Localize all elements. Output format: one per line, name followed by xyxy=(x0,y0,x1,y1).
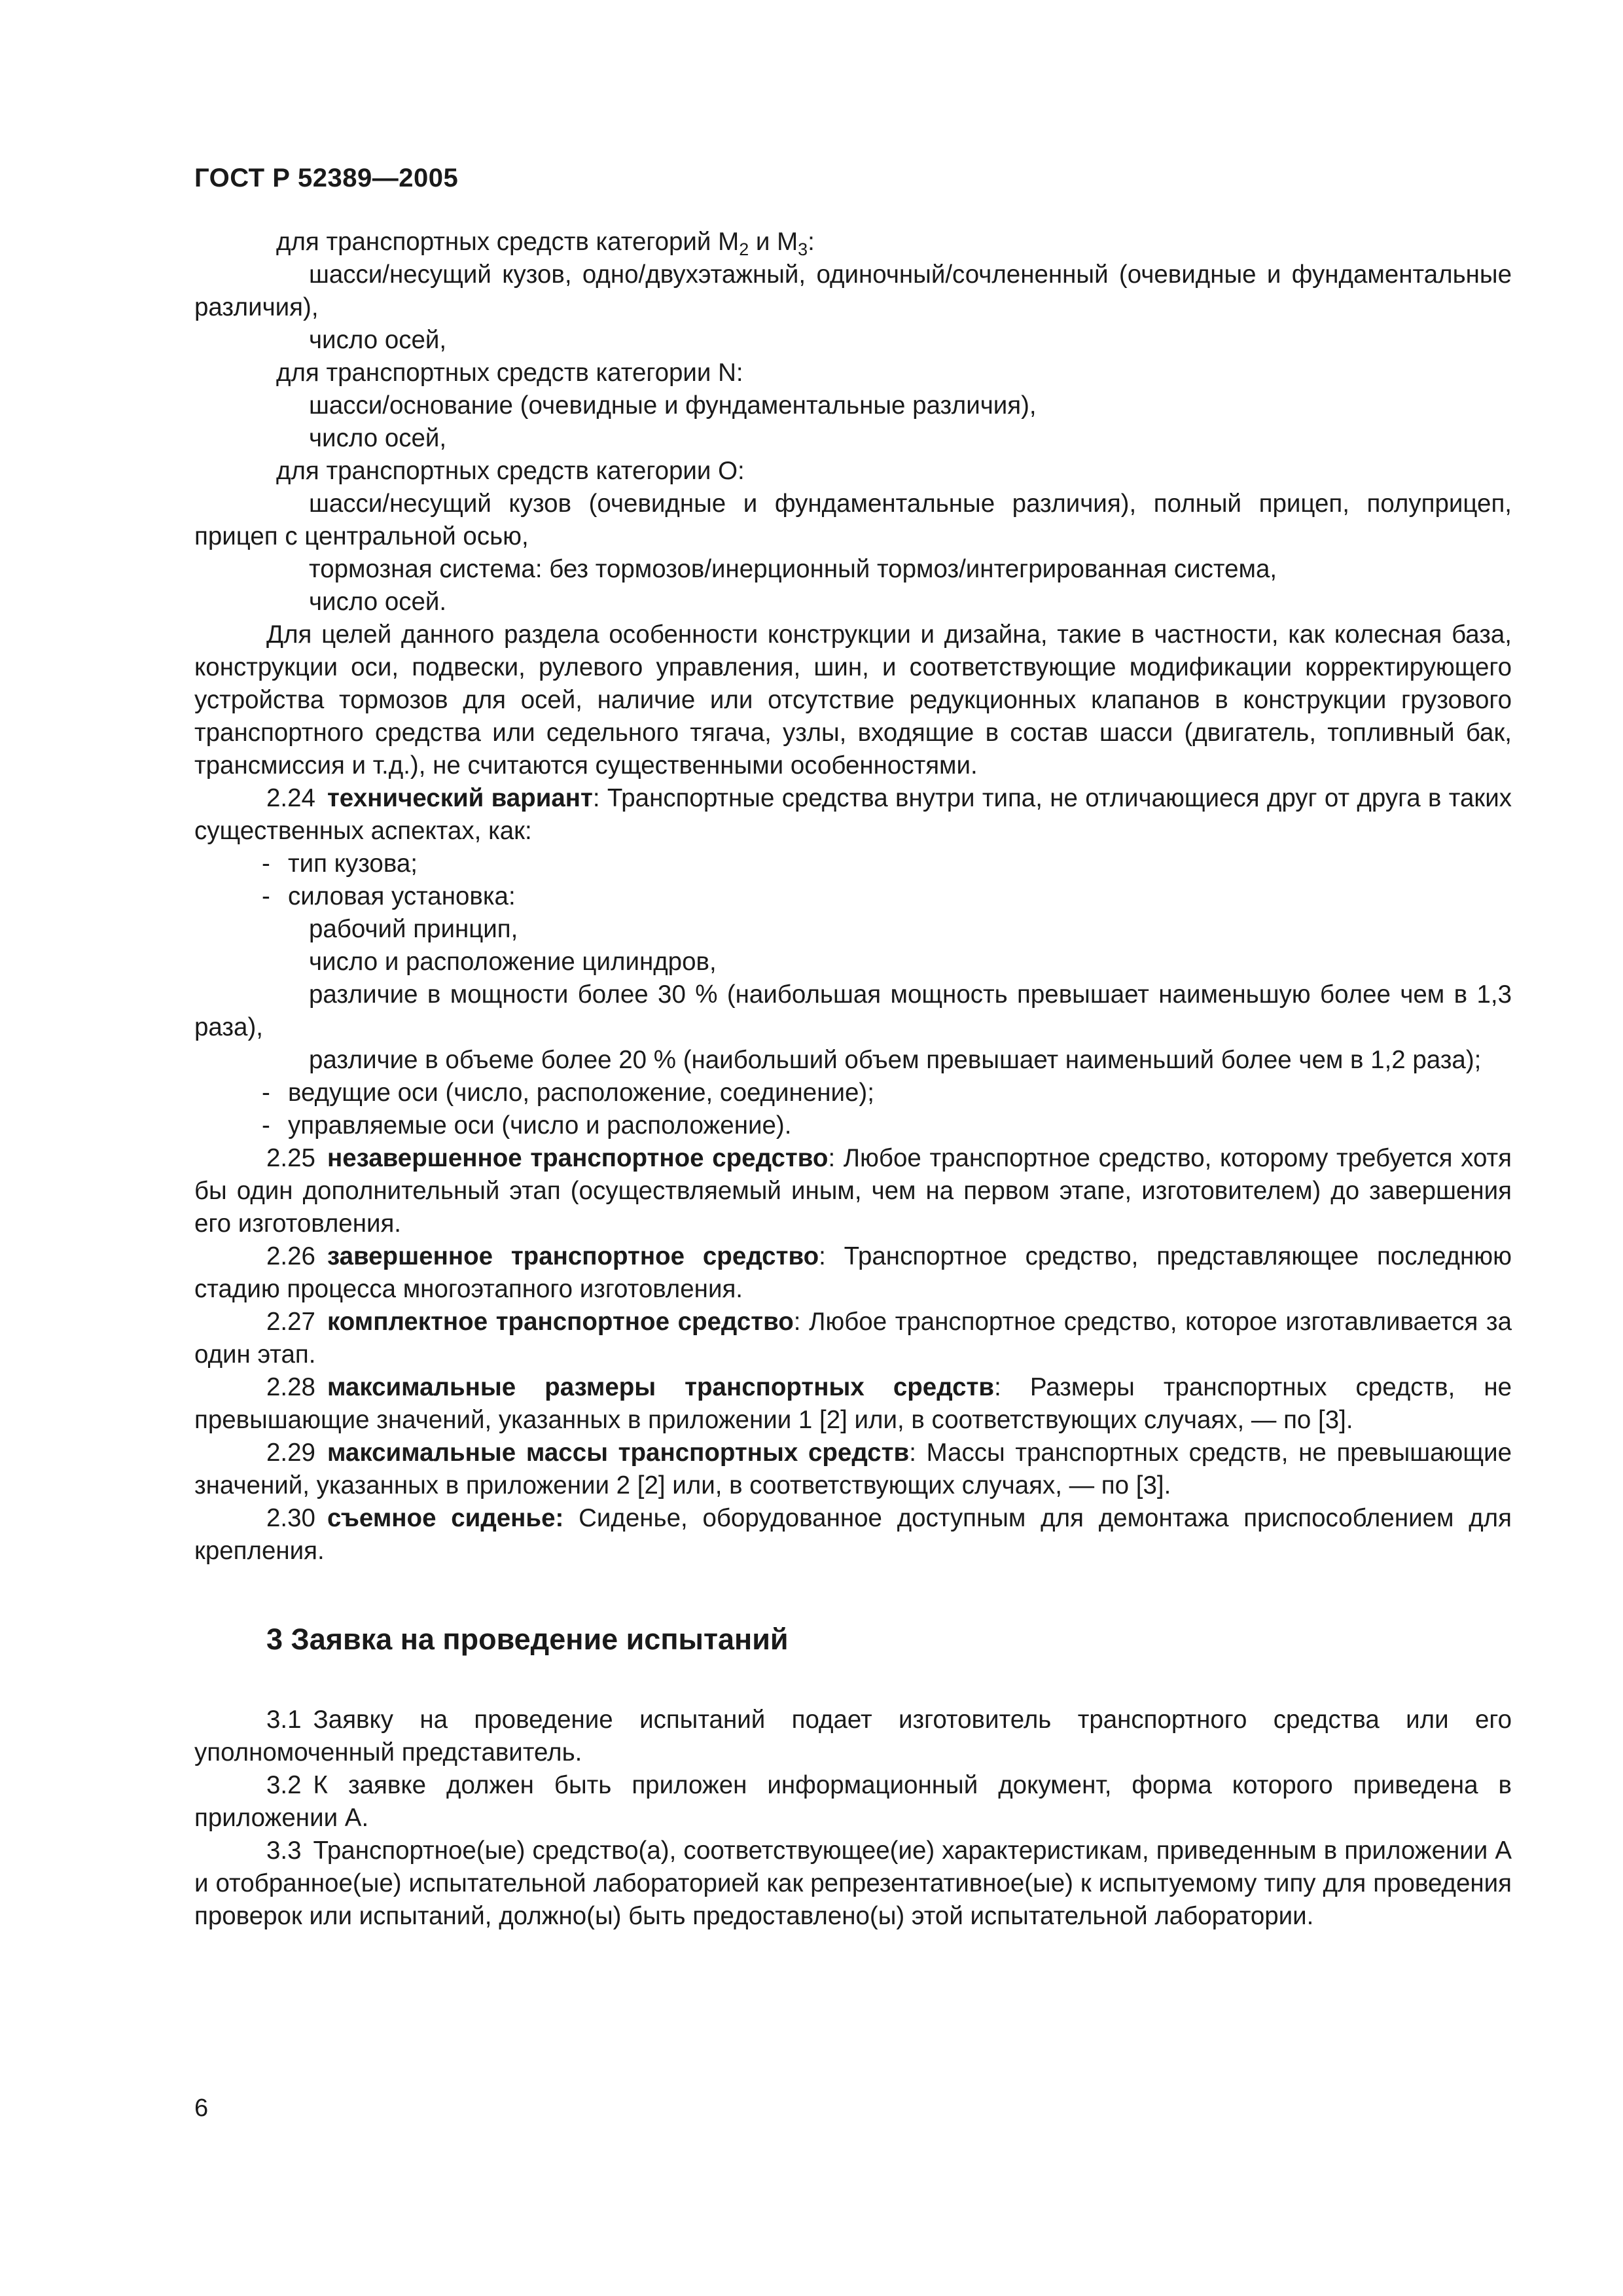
clause-number: 2.27 xyxy=(266,1308,315,1336)
clause-text: : Транспортное средство, представляющее последнюю стадию процесса многоэтапного изготовления. xyxy=(194,1242,1512,1303)
category-n-body: шасси/основание (очевидные и фундаментальные различия), xyxy=(309,391,1037,420)
clause-3-3 xyxy=(194,1835,1512,1933)
category-o-heading: для транспортных средств категории O: xyxy=(276,457,745,485)
category-m-colon: : xyxy=(808,228,815,256)
category-m-heading xyxy=(194,226,1512,259)
list-item-steer-axles xyxy=(194,1109,1512,1142)
list-item-text: силовая установка: xyxy=(288,882,516,910)
clause-number: 3.1 xyxy=(266,1706,302,1734)
clause-term: завершенное транспортное средство xyxy=(327,1242,819,1270)
category-o-axles: число осей. xyxy=(309,588,447,616)
page-number: 6 xyxy=(194,2094,209,2122)
clause-text: : Транспортные средства внутри типа, не отличающиеся друг от друга в таких существенных аспектах, как: xyxy=(194,784,1512,845)
clause-text: : Массы транспортных средств, не превышающие значений, указанных в приложении 2 [2] или, в соответствующих случаях, — по [3]. xyxy=(194,1439,1512,1499)
clause-number: 2.29 xyxy=(266,1439,315,1467)
design-note-paragraph: Для целей данного раздела особенности конструкции и дизайна, такие в частности, как колесная база, конструкции оси, подвески, рулевого управления, шин, и соответствующие модификации корректирующего устройства тормозов для осей, наличие или отсутствие редукционных клапанов в конструкции грузового транспортного средства или седельного тягача, узлы, входящие в состав шасси (двигатель, топливный бак, трансмиссия и т.д.), не считаются существенными особенностями. xyxy=(194,620,1512,780)
clause-2-26 xyxy=(194,1240,1512,1306)
list-item-body-type xyxy=(194,848,1512,880)
clause-text: : Любое транспортное средство, которое изготавливается за один этап. xyxy=(194,1308,1512,1369)
clause-text: Сиденье, оборудованное доступным для демонтажа приспособлением для крепления. xyxy=(194,1504,1512,1565)
clause-number: 2.24 xyxy=(266,784,315,812)
clause-term: максимальные массы транспортных средств xyxy=(327,1439,910,1467)
category-o-brake: тормозная система: без тормозов/инерционный тормоз/интегрированная система, xyxy=(309,555,1277,583)
clause-term: технический вариант xyxy=(327,784,593,812)
clause-text: Заявку на проведение испытаний подает изготовитель транспортного средства или его уполномоченный представитель. xyxy=(194,1706,1512,1767)
category-m-and: и M xyxy=(749,228,798,256)
category-m-axles: число осей, xyxy=(309,326,447,354)
powerplant-volume-diff: различие в объеме более 20 % (наибольший объем превышает наименьший более чем в 1,2 раза); xyxy=(309,1046,1482,1074)
clause-2-30 xyxy=(194,1502,1512,1568)
clause-2-25 xyxy=(194,1142,1512,1240)
clause-text: К заявке должен быть приложен информационный документ, форма которого приведена в приложении А. xyxy=(194,1771,1512,1832)
dash-marker: - xyxy=(262,1079,270,1107)
clause-3-1 xyxy=(194,1704,1512,1769)
clause-term: комплектное транспортное средство xyxy=(327,1308,794,1336)
list-item-text: управляемые оси (число и расположение). xyxy=(288,1111,792,1139)
category-o-body: шасси/несущий кузов (очевидные и фундаментальные различия), полный прицеп, полуприцеп, прицеп с центральной осью, xyxy=(194,490,1512,550)
list-item-text: тип кузова; xyxy=(288,850,418,878)
clause-2-24 xyxy=(194,782,1512,848)
list-item-powerplant xyxy=(194,880,1512,913)
clause-number: 2.26 xyxy=(266,1242,315,1270)
clause-text: Транспортное(ые) средство(а), соответствующее(ие) характеристикам, приведенным в приложении А и отобранное(ые) испытательной лабораторией как репрезентативное(ые) к испытуемому типу для проведения проверок или испытаний, должно(ы) быть предоставлено(ы) этой испытательной лаборатории. xyxy=(194,1837,1512,1930)
clause-3-2 xyxy=(194,1769,1512,1835)
section-3-heading: 3 Заявка на проведение испытаний xyxy=(266,1623,789,1656)
document-body xyxy=(194,226,1512,1933)
dash-marker: - xyxy=(262,882,270,910)
clause-term: максимальные размеры транспортных средств xyxy=(327,1373,995,1401)
category-m-body: шасси/несущий кузов, одно/двухэтажный, одиночный/сочлененный (очевидные и фундаментальные различия), xyxy=(194,260,1512,321)
clause-2-29 xyxy=(194,1437,1512,1502)
clause-number: 2.30 xyxy=(266,1504,315,1532)
dash-marker: - xyxy=(262,850,270,878)
powerplant-power-diff: различие в мощности более 30 % (наибольшая мощность превышает наименьшую более чем в 1,3 раза), xyxy=(194,980,1512,1041)
clause-number: 2.25 xyxy=(266,1144,315,1172)
subscript-3: 3 xyxy=(798,240,808,260)
clause-number: 2.28 xyxy=(266,1373,315,1401)
category-n-axles: число осей, xyxy=(309,424,447,452)
list-item-drive-axles xyxy=(194,1077,1512,1109)
list-item-text: ведущие оси (число, расположение, соединение); xyxy=(288,1079,874,1107)
clause-2-28 xyxy=(194,1371,1512,1437)
powerplant-cylinders: число и расположение цилиндров, xyxy=(309,948,717,976)
dash-marker: - xyxy=(262,1111,270,1139)
clause-number: 3.3 xyxy=(266,1837,302,1865)
category-m-text: для транспортных средств категорий M xyxy=(276,228,740,256)
category-n-heading: для транспортных средств категории N: xyxy=(276,359,743,387)
clause-text: : Размеры транспортных средств, не превышающие значений, указанных в приложении 1 [2] или, в соответствующих случаях, — по [3]. xyxy=(194,1373,1512,1434)
clause-number: 3.2 xyxy=(266,1771,302,1799)
subscript-2: 2 xyxy=(739,240,749,260)
document-header: ГОСТ Р 52389—2005 xyxy=(194,164,459,192)
clause-term: незавершенное транспортное средство xyxy=(327,1144,829,1172)
clause-2-27 xyxy=(194,1306,1512,1371)
powerplant-principle: рабочий принцип, xyxy=(309,915,518,943)
clause-term: съемное сиденье: xyxy=(327,1504,564,1532)
clause-text: : Любое транспортное средство, которому требуется хотя бы один дополнительный этап (осуществляемый иным, чем на первом этапе, изготовителем) до завершения его изготовления. xyxy=(194,1144,1512,1238)
